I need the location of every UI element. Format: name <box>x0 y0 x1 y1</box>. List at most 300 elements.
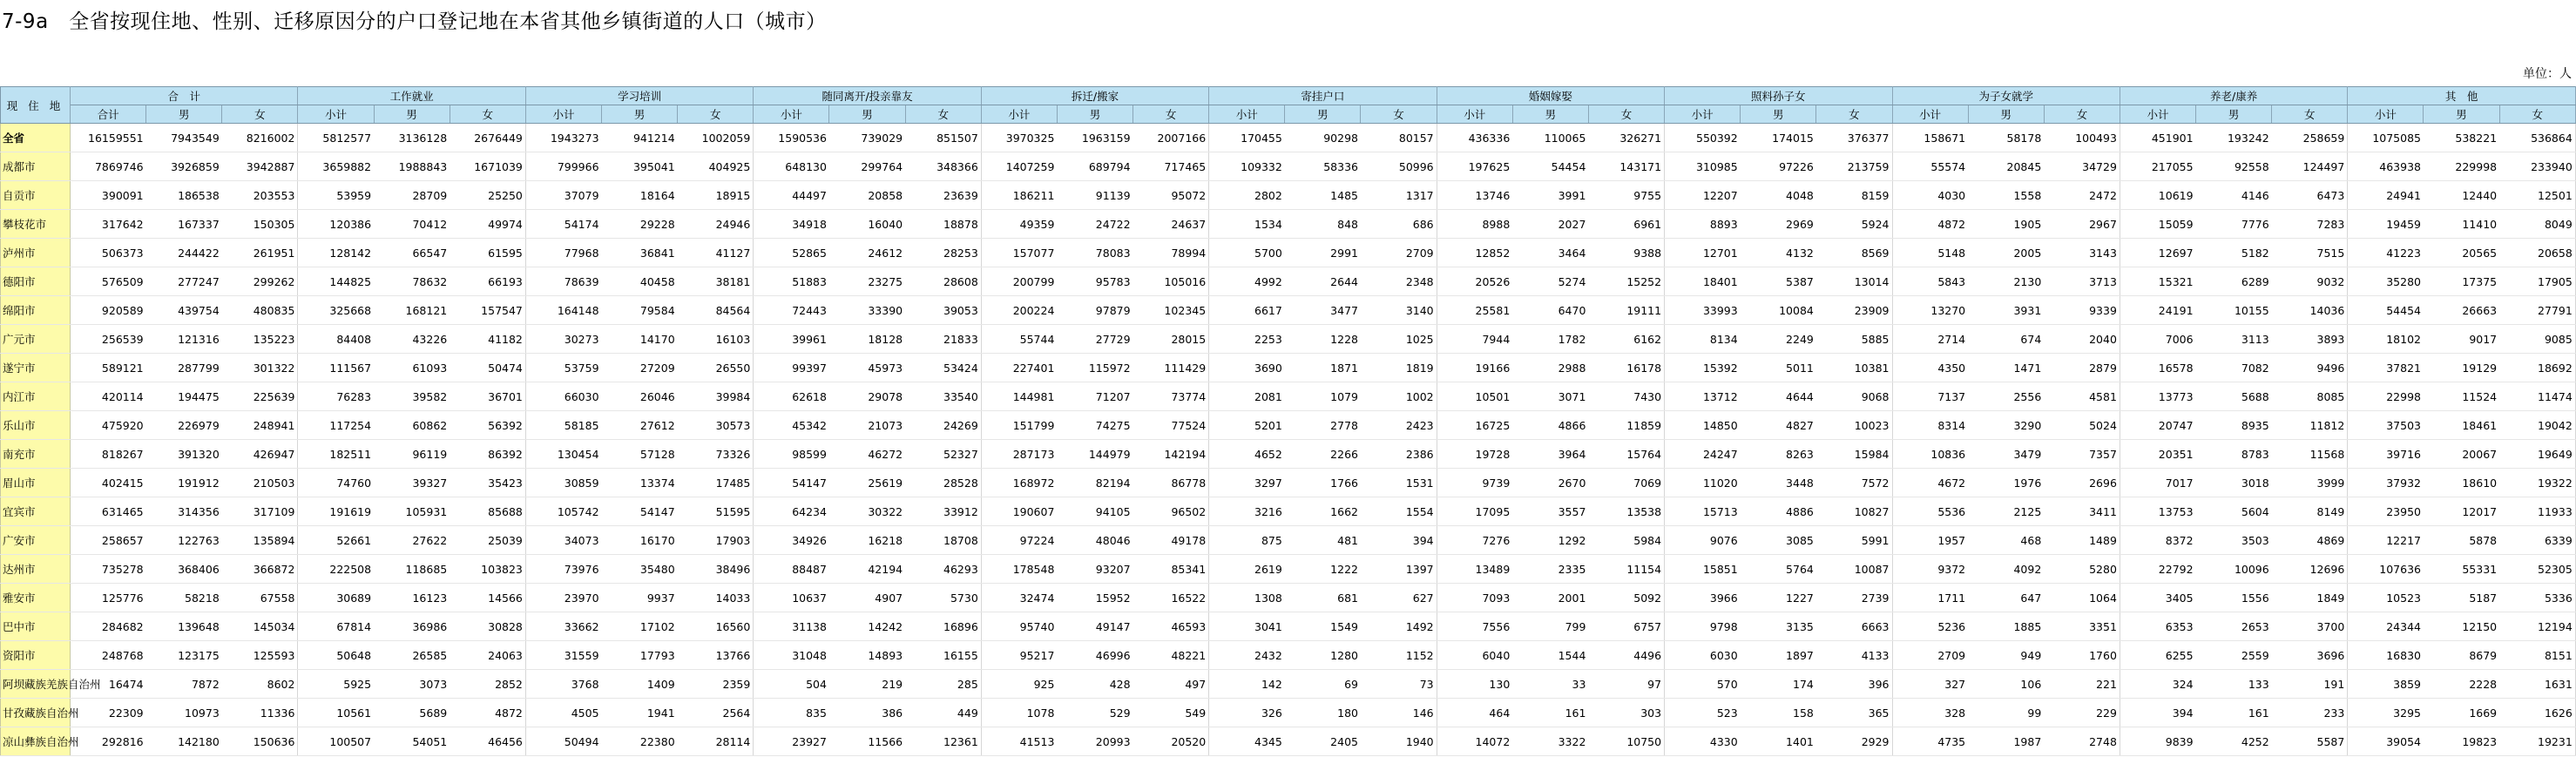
table-row <box>1 469 2576 497</box>
value-cell: 227401 <box>981 354 1057 382</box>
value-cell: 16159551 <box>71 124 146 152</box>
value-cell: 18164 <box>602 181 678 210</box>
value-cell: 9017 <box>2424 325 2499 354</box>
subheader-cell: 小计 <box>754 105 829 124</box>
value-cell: 1940 <box>1361 727 1437 756</box>
subheader-cell: 男 <box>602 105 678 124</box>
value-cell: 1590536 <box>754 124 829 152</box>
value-cell: 451901 <box>2120 124 2195 152</box>
value-cell: 51595 <box>678 497 754 526</box>
value-cell: 76283 <box>298 382 374 411</box>
value-cell: 10155 <box>2196 296 2272 325</box>
value-cell: 395041 <box>602 152 678 181</box>
value-cell: 7283 <box>2272 210 2348 239</box>
value-cell: 28608 <box>905 267 981 296</box>
value-cell: 21073 <box>829 411 905 440</box>
value-cell: 43226 <box>374 325 450 354</box>
value-cell: 1002 <box>1361 382 1437 411</box>
value-cell: 37932 <box>2348 469 2424 497</box>
value-cell: 194475 <box>146 382 222 411</box>
group-header: 寄挂户口 <box>1209 87 1437 105</box>
value-cell: 14242 <box>829 612 905 641</box>
value-cell: 1711 <box>1892 584 1968 612</box>
value-cell: 24269 <box>905 411 981 440</box>
value-cell: 681 <box>1285 584 1361 612</box>
table-row <box>1 152 2576 181</box>
value-cell: 157077 <box>981 239 1057 267</box>
value-cell: 10619 <box>2120 181 2195 210</box>
value-cell: 4644 <box>1741 382 1816 411</box>
region-name-cell: 乐山市 <box>1 411 71 440</box>
value-cell: 17375 <box>2424 267 2499 296</box>
value-cell: 144979 <box>1057 440 1132 469</box>
value-cell: 78632 <box>374 267 450 296</box>
value-cell: 54454 <box>2348 296 2424 325</box>
value-cell: 34073 <box>525 526 601 555</box>
value-cell: 1025 <box>1361 325 1437 354</box>
value-cell: 29228 <box>602 210 678 239</box>
value-cell: 46456 <box>450 727 525 756</box>
value-cell: 30859 <box>525 469 601 497</box>
value-cell: 4496 <box>1588 641 1664 670</box>
value-cell: 50996 <box>1361 152 1437 181</box>
value-cell: 18461 <box>2424 411 2499 440</box>
value-cell: 9739 <box>1437 469 1512 497</box>
value-cell: 28709 <box>374 181 450 210</box>
value-cell: 15321 <box>2120 267 2195 296</box>
region-name-cell: 成都市 <box>1 152 71 181</box>
value-cell: 82194 <box>1057 469 1132 497</box>
value-cell: 4992 <box>1209 267 1285 296</box>
value-cell: 12501 <box>2499 181 2575 210</box>
value-cell: 100507 <box>298 727 374 756</box>
subheader-cell: 女 <box>222 105 298 124</box>
value-cell: 6289 <box>2196 267 2272 296</box>
value-cell: 326 <box>1209 699 1285 727</box>
region-name-cell: 广安市 <box>1 526 71 555</box>
value-cell: 146 <box>1361 699 1437 727</box>
value-cell: 54051 <box>374 727 450 756</box>
value-cell: 5925 <box>298 670 374 699</box>
value-cell: 326271 <box>1588 124 1664 152</box>
subheader-cell: 男 <box>1285 105 1361 124</box>
value-cell: 3216 <box>1209 497 1285 526</box>
subheader-cell: 男 <box>1512 105 1588 124</box>
value-cell: 182511 <box>298 440 374 469</box>
value-cell: 3113 <box>2196 325 2272 354</box>
value-cell: 20351 <box>2120 440 2195 469</box>
value-cell: 258659 <box>2272 124 2348 152</box>
value-cell: 5336 <box>2499 584 2575 612</box>
table-row <box>1 181 2576 210</box>
value-cell: 200799 <box>981 267 1057 296</box>
value-cell: 6757 <box>1588 612 1664 641</box>
value-cell: 5730 <box>905 584 981 612</box>
value-cell: 96119 <box>374 440 450 469</box>
value-cell: 248941 <box>222 411 298 440</box>
subheader-cell: 女 <box>678 105 754 124</box>
subheader-cell: 小计 <box>1665 105 1741 124</box>
value-cell: 7944 <box>1437 325 1512 354</box>
value-cell: 299262 <box>222 267 298 296</box>
value-cell: 78639 <box>525 267 601 296</box>
value-cell: 72443 <box>754 296 829 325</box>
value-cell: 16218 <box>829 526 905 555</box>
value-cell: 368406 <box>146 555 222 584</box>
value-cell: 299764 <box>829 152 905 181</box>
value-cell: 1152 <box>1361 641 1437 670</box>
value-cell: 14893 <box>829 641 905 670</box>
value-cell: 12207 <box>1665 181 1741 210</box>
value-cell: 26585 <box>374 641 450 670</box>
value-cell: 2709 <box>1361 239 1437 267</box>
page-title: 7-9a 全省按现住地、性别、迁移原因分的户口登记地在本省其他乡镇街道的人口（城市） <box>2 10 827 33</box>
value-cell: 142 <box>1209 670 1285 699</box>
value-cell: 2991 <box>1285 239 1361 267</box>
value-cell: 735278 <box>71 555 146 584</box>
value-cell: 1885 <box>1968 612 2044 641</box>
value-cell: 13538 <box>1588 497 1664 526</box>
value-cell: 191619 <box>298 497 374 526</box>
subheader-cell: 女 <box>2272 105 2348 124</box>
value-cell: 481 <box>1285 526 1361 555</box>
subheader-cell: 女 <box>2499 105 2575 124</box>
value-cell: 17102 <box>602 612 678 641</box>
value-cell: 168121 <box>374 296 450 325</box>
value-cell: 1558 <box>1968 181 2044 210</box>
value-cell: 6339 <box>2499 526 2575 555</box>
value-cell: 53424 <box>905 354 981 382</box>
value-cell: 7093 <box>1437 584 1512 612</box>
value-cell: 53959 <box>298 181 374 210</box>
table-body <box>1 124 2576 756</box>
value-cell: 186538 <box>146 181 222 210</box>
subheader-cell: 男 <box>1057 105 1132 124</box>
value-cell: 18102 <box>2348 325 2424 354</box>
group-header: 照料孙子女 <box>1665 87 1892 105</box>
value-cell: 79584 <box>602 296 678 325</box>
value-cell: 2027 <box>1512 210 1588 239</box>
value-cell: 244422 <box>146 239 222 267</box>
value-cell: 125776 <box>71 584 146 612</box>
value-cell: 186211 <box>981 181 1057 210</box>
value-cell: 78083 <box>1057 239 1132 267</box>
value-cell: 66193 <box>450 267 525 296</box>
table-row <box>1 124 2576 152</box>
value-cell: 7572 <box>1816 469 1892 497</box>
value-cell: 4252 <box>2196 727 2272 756</box>
value-cell: 674 <box>1968 325 2044 354</box>
value-cell: 167337 <box>146 210 222 239</box>
value-cell: 6162 <box>1588 325 1664 354</box>
value-cell: 105931 <box>374 497 450 526</box>
value-cell: 689794 <box>1057 152 1132 181</box>
subheader-cell: 女 <box>905 105 981 124</box>
value-cell: 1819 <box>1361 354 1437 382</box>
value-cell: 6617 <box>1209 296 1285 325</box>
value-cell: 168972 <box>981 469 1057 497</box>
subheader-cell: 小计 <box>981 105 1057 124</box>
value-cell: 717465 <box>1133 152 1209 181</box>
value-cell: 41513 <box>981 727 1057 756</box>
value-cell: 920589 <box>71 296 146 325</box>
value-cell: 285 <box>905 670 981 699</box>
value-cell: 123175 <box>146 641 222 670</box>
value-cell: 5885 <box>1816 325 1892 354</box>
value-cell: 4132 <box>1741 239 1816 267</box>
value-cell: 3999 <box>2272 469 2348 497</box>
value-cell: 94105 <box>1057 497 1132 526</box>
value-cell: 200224 <box>981 296 1057 325</box>
value-cell: 4092 <box>1968 555 2044 584</box>
value-cell: 54147 <box>602 497 678 526</box>
region-name-cell: 攀枝花市 <box>1 210 71 239</box>
value-cell: 191 <box>2272 670 2348 699</box>
value-cell: 576509 <box>71 267 146 296</box>
value-cell: 11524 <box>2424 382 2499 411</box>
value-cell: 10637 <box>754 584 829 612</box>
value-cell: 16170 <box>602 526 678 555</box>
group-header: 养老/康养 <box>2120 87 2347 105</box>
value-cell: 225639 <box>222 382 298 411</box>
value-cell: 11474 <box>2499 382 2575 411</box>
value-cell: 97 <box>1588 670 1664 699</box>
value-cell: 46593 <box>1133 612 1209 641</box>
value-cell: 2670 <box>1512 469 1588 497</box>
value-cell: 2714 <box>1892 325 1968 354</box>
value-cell: 8935 <box>2196 411 2272 440</box>
value-cell: 1941 <box>602 699 678 727</box>
value-cell: 27729 <box>1057 325 1132 354</box>
value-cell: 1401 <box>1741 727 1816 756</box>
value-cell: 6040 <box>1437 641 1512 670</box>
value-cell: 14072 <box>1437 727 1512 756</box>
group-header-row <box>1 87 2576 105</box>
value-cell: 287799 <box>146 354 222 382</box>
value-cell: 1227 <box>1741 584 1816 612</box>
value-cell: 15952 <box>1057 584 1132 612</box>
value-cell: 536864 <box>2499 124 2575 152</box>
value-cell: 84408 <box>298 325 374 354</box>
value-cell: 23909 <box>1816 296 1892 325</box>
value-cell: 2929 <box>1816 727 1892 756</box>
value-cell: 3140 <box>1361 296 1437 325</box>
value-cell: 85341 <box>1133 555 1209 584</box>
value-cell: 11859 <box>1588 411 1664 440</box>
value-cell: 16578 <box>2120 354 2195 382</box>
value-cell: 4827 <box>1741 411 1816 440</box>
value-cell: 8569 <box>1816 239 1892 267</box>
value-cell: 1905 <box>1968 210 2044 239</box>
value-cell: 12701 <box>1665 239 1741 267</box>
value-cell: 2130 <box>1968 267 2044 296</box>
value-cell: 121316 <box>146 325 222 354</box>
value-cell: 49147 <box>1057 612 1132 641</box>
value-cell: 550392 <box>1665 124 1741 152</box>
value-cell: 14850 <box>1665 411 1741 440</box>
value-cell: 3859 <box>2348 670 2424 699</box>
value-cell: 5924 <box>1816 210 1892 239</box>
value-cell: 8602 <box>222 670 298 699</box>
region-name-cell: 眉山市 <box>1 469 71 497</box>
value-cell: 97224 <box>981 526 1057 555</box>
value-cell: 33912 <box>905 497 981 526</box>
value-cell: 26046 <box>602 382 678 411</box>
value-cell: 2709 <box>1892 641 1968 670</box>
value-cell: 130 <box>1437 670 1512 699</box>
value-cell: 5387 <box>1741 267 1816 296</box>
value-cell: 366872 <box>222 555 298 584</box>
value-cell: 23275 <box>829 267 905 296</box>
value-cell: 111429 <box>1133 354 1209 382</box>
value-cell: 3071 <box>1512 382 1588 411</box>
value-cell: 317642 <box>71 210 146 239</box>
value-cell: 25039 <box>450 526 525 555</box>
value-cell: 38496 <box>678 555 754 584</box>
value-cell: 49359 <box>981 210 1057 239</box>
value-cell: 19322 <box>2499 469 2575 497</box>
value-cell: 17903 <box>678 526 754 555</box>
value-cell: 2359 <box>678 670 754 699</box>
value-cell: 1976 <box>1968 469 2044 497</box>
value-cell: 92558 <box>2196 152 2272 181</box>
value-cell: 3991 <box>1512 181 1588 210</box>
population-table <box>0 86 2576 756</box>
value-cell: 20526 <box>1437 267 1512 296</box>
value-cell: 5187 <box>2424 584 2499 612</box>
value-cell: 157547 <box>450 296 525 325</box>
value-cell: 1079 <box>1285 382 1361 411</box>
value-cell: 20993 <box>1057 727 1132 756</box>
value-cell: 50648 <box>298 641 374 670</box>
value-cell: 256539 <box>71 325 146 354</box>
value-cell: 19166 <box>1437 354 1512 382</box>
subheader-cell: 女 <box>2044 105 2120 124</box>
table-row <box>1 239 2576 267</box>
value-cell: 174015 <box>1741 124 1816 152</box>
value-cell: 27612 <box>602 411 678 440</box>
value-cell: 27791 <box>2499 296 2575 325</box>
group-header: 其 他 <box>2348 87 2575 105</box>
value-cell: 58218 <box>146 584 222 612</box>
value-cell: 19111 <box>1588 296 1664 325</box>
value-cell: 258657 <box>71 526 146 555</box>
value-cell: 19231 <box>2499 727 2575 756</box>
value-cell: 504 <box>754 670 829 699</box>
value-cell: 193242 <box>2196 124 2272 152</box>
value-cell: 2969 <box>1741 210 1816 239</box>
value-cell: 180 <box>1285 699 1361 727</box>
value-cell: 18692 <box>2499 354 2575 382</box>
value-cell: 58336 <box>1285 152 1361 181</box>
value-cell: 135894 <box>222 526 298 555</box>
value-cell: 31138 <box>754 612 829 641</box>
value-cell: 16830 <box>2348 641 2424 670</box>
value-cell: 2423 <box>1361 411 1437 440</box>
value-cell: 4907 <box>829 584 905 612</box>
value-cell: 1554 <box>1361 497 1437 526</box>
value-cell: 23970 <box>525 584 601 612</box>
value-cell: 3041 <box>1209 612 1285 641</box>
value-cell: 66547 <box>374 239 450 267</box>
value-cell: 36986 <box>374 612 450 641</box>
value-cell: 18708 <box>905 526 981 555</box>
value-cell: 14033 <box>678 584 754 612</box>
subheader-cell: 男 <box>146 105 222 124</box>
value-cell: 3085 <box>1741 526 1816 555</box>
value-cell: 109332 <box>1209 152 1285 181</box>
value-cell: 404925 <box>678 152 754 181</box>
value-cell: 30573 <box>678 411 754 440</box>
value-cell: 648130 <box>754 152 829 181</box>
value-cell: 221 <box>2044 670 2120 699</box>
value-cell: 3290 <box>1968 411 2044 440</box>
value-cell: 1988843 <box>374 152 450 181</box>
region-name-cell: 全省 <box>1 124 71 152</box>
value-cell: 24637 <box>1133 210 1209 239</box>
value-cell: 18401 <box>1665 267 1741 296</box>
value-cell: 24612 <box>829 239 905 267</box>
value-cell: 9755 <box>1588 181 1664 210</box>
value-cell: 4146 <box>2196 181 2272 210</box>
value-cell: 34918 <box>754 210 829 239</box>
value-cell: 28253 <box>905 239 981 267</box>
value-cell: 9032 <box>2272 267 2348 296</box>
value-cell: 229 <box>2044 699 2120 727</box>
value-cell: 314356 <box>146 497 222 526</box>
value-cell: 226979 <box>146 411 222 440</box>
value-cell: 11568 <box>2272 440 2348 469</box>
value-cell: 213759 <box>1816 152 1892 181</box>
value-cell: 4866 <box>1512 411 1588 440</box>
value-cell: 1943273 <box>525 124 601 152</box>
value-cell: 11154 <box>1588 555 1664 584</box>
value-cell: 120386 <box>298 210 374 239</box>
value-cell: 9076 <box>1665 526 1741 555</box>
value-cell: 2739 <box>1816 584 1892 612</box>
value-cell: 100493 <box>2044 124 2120 152</box>
value-cell: 394 <box>2120 699 2195 727</box>
value-cell: 24722 <box>1057 210 1132 239</box>
value-cell: 35423 <box>450 469 525 497</box>
value-cell: 24191 <box>2120 296 2195 325</box>
value-cell: 20845 <box>1968 152 2044 181</box>
value-cell: 10827 <box>1816 497 1892 526</box>
value-cell: 3700 <box>2272 612 2348 641</box>
subheader-cell: 女 <box>1588 105 1664 124</box>
value-cell: 439754 <box>146 296 222 325</box>
value-cell: 941214 <box>602 124 678 152</box>
value-cell: 5092 <box>1588 584 1664 612</box>
value-cell: 739029 <box>829 124 905 152</box>
value-cell: 4048 <box>1741 181 1816 210</box>
value-cell: 5604 <box>2196 497 2272 526</box>
value-cell: 292816 <box>71 727 146 756</box>
value-cell: 2472 <box>2044 181 2120 210</box>
value-cell: 15392 <box>1665 354 1741 382</box>
value-cell: 3448 <box>1741 469 1816 497</box>
value-cell: 1489 <box>2044 526 2120 555</box>
value-cell: 38181 <box>678 267 754 296</box>
value-cell: 8893 <box>1665 210 1741 239</box>
value-cell: 24247 <box>1665 440 1741 469</box>
value-cell: 2007166 <box>1133 124 1209 152</box>
value-cell: 1397 <box>1361 555 1437 584</box>
value-cell: 4869 <box>2272 526 2348 555</box>
value-cell: 9937 <box>602 584 678 612</box>
value-cell: 8134 <box>1665 325 1741 354</box>
value-cell: 16178 <box>1588 354 1664 382</box>
